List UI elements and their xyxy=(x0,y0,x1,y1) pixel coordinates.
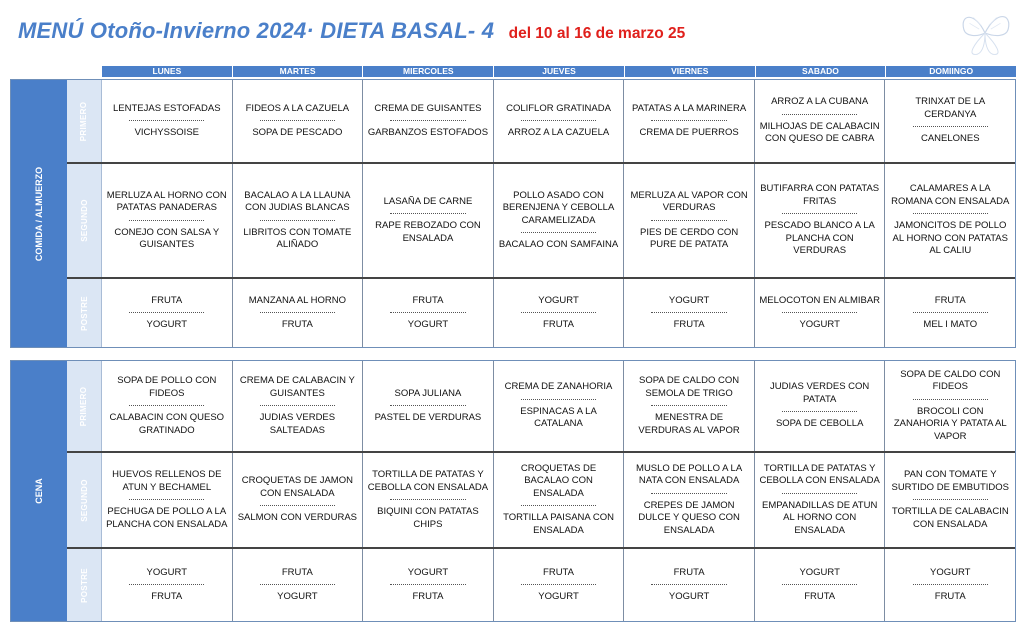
option-divider xyxy=(521,584,596,585)
menu-option-first: FRUTA xyxy=(151,294,183,306)
course-label: SEGUNDO xyxy=(67,164,102,277)
menu-option-second: YOGURT xyxy=(538,591,579,602)
menu-cell xyxy=(233,361,364,451)
option-divider xyxy=(129,405,204,406)
menu-cell xyxy=(624,453,755,547)
menu-option-second: CREPES DE JAMON DULCE Y QUESO CON ENSALADA xyxy=(638,499,740,536)
menu-option-second: MILHOJAS DE CALABACIN CON QUESO DE CABRA xyxy=(759,120,880,145)
day-header-thursday: JUEVES xyxy=(494,66,625,77)
day-cells xyxy=(102,549,1015,621)
option-divider xyxy=(651,584,726,585)
menu-option-first: LENTEJAS ESTOFADAS xyxy=(113,102,221,114)
course-label: POSTRE xyxy=(67,279,102,347)
course-row-primero xyxy=(67,361,1015,453)
course-row-primero xyxy=(67,80,1015,164)
menu-option-second: MENESTRA DE VERDURAS AL VAPOR xyxy=(638,412,740,436)
menu-cell xyxy=(233,453,364,547)
menu-option-second: VICHYSSOISE xyxy=(134,127,199,138)
menu-cell xyxy=(102,361,233,451)
menu-cell xyxy=(102,549,233,621)
page-title: MENÚ Otoño-Invierno 2024· DIETA BASAL- 4 xyxy=(18,18,495,43)
menu-cell xyxy=(755,279,886,347)
menu-cell xyxy=(494,453,625,547)
menu-option-second: YOGURT xyxy=(799,319,840,330)
option-divider xyxy=(651,405,726,406)
menu-cell xyxy=(624,80,755,162)
menu-option-second: EMPANADILLAS DE ATUN AL HORNO CON ENSALADA xyxy=(762,499,878,536)
menu-option-second: RAPE REBOZADO CON ENSALADA xyxy=(375,220,481,244)
menu-cell xyxy=(363,279,494,347)
menu-cell xyxy=(494,279,625,347)
option-divider xyxy=(390,312,465,313)
menu-option-first: TRINXAT DE LA CERDANYA xyxy=(915,96,986,120)
menu-cell xyxy=(885,279,1015,347)
menu-option-first: MERLUZA AL VAPOR CON VERDURAS xyxy=(630,189,748,213)
menu-option-second: CALABACIN CON QUESO GRATINADO xyxy=(109,412,225,436)
option-divider xyxy=(521,312,596,313)
menu-option-first: YOGURT xyxy=(668,294,710,306)
menu-option-first: MUSLO DE POLLO A LA NATA CON ENSALADA xyxy=(636,462,743,487)
day-cells xyxy=(102,361,1015,451)
menu-option-first: MERLUZA AL HORNO CON PATATAS PANADERAS xyxy=(106,189,227,213)
menu-option-first: FRUTA xyxy=(412,294,444,306)
menu-option-second: CONEJO CON SALSA Y GUISANTES xyxy=(114,226,220,250)
menu-option-first: JUDIAS VERDES CON PATATA xyxy=(770,381,870,405)
menu-option-second: YOGURT xyxy=(277,591,318,602)
menu-option-first: COLIFLOR GRATINADA xyxy=(506,102,611,114)
option-divider xyxy=(390,584,465,585)
day-cells xyxy=(102,453,1015,547)
menu-cell xyxy=(885,80,1015,162)
menu-cell xyxy=(102,80,233,162)
menu-option-second: FRUTA xyxy=(412,591,444,602)
option-divider xyxy=(782,114,857,115)
menu-cell xyxy=(624,279,755,347)
menu-cell xyxy=(755,80,886,162)
option-divider xyxy=(129,584,204,585)
menu-option-second: FRUTA xyxy=(804,591,836,602)
menu-option-second: BACALAO CON SAMFAINA xyxy=(498,239,619,250)
menu-cell xyxy=(363,549,494,621)
menu-cell xyxy=(363,453,494,547)
option-divider xyxy=(129,499,204,500)
menu-option-second: YOGURT xyxy=(146,319,188,330)
menu-cell xyxy=(494,549,625,621)
option-divider xyxy=(782,411,857,412)
menu-cell xyxy=(624,164,755,277)
menu-cell xyxy=(233,80,364,162)
option-divider xyxy=(913,213,988,214)
option-divider xyxy=(913,399,988,400)
menu-option-second: SOPA DE CEBOLLA xyxy=(775,418,864,430)
option-divider xyxy=(260,505,335,506)
option-divider xyxy=(913,126,988,127)
menu-option-second: BIQUINI CON PATATAS CHIPS xyxy=(377,506,479,530)
menu-option-second: JAMONCITOS DE POLLO AL HORNO CON PATATAS AL CALIU xyxy=(892,220,1008,257)
menu-option-first: FRUTA xyxy=(543,566,574,578)
menu-option-first: BACALAO A LA LLAUNA CON JUDIAS BLANCAS xyxy=(244,189,351,213)
menu-option-first: CROQUETAS DE JAMON CON ENSALADA xyxy=(241,475,353,499)
menu-option-first: YOGURT xyxy=(407,566,449,578)
menu-option-first: TORTILLA DE PATATAS Y CEBOLLA CON ENSALADA xyxy=(759,462,880,487)
menu-option-second: CANELONES xyxy=(920,133,980,145)
menu-cell xyxy=(233,549,364,621)
menu-option-first: SOPA DE CALDO CON SEMOLA DE TRIGO xyxy=(639,375,740,399)
option-divider xyxy=(129,220,204,221)
course-rows xyxy=(67,80,1015,347)
menu-option-second: YOGURT xyxy=(668,591,710,602)
option-divider xyxy=(260,220,335,221)
menu-option-second: PIES DE CERDO CON PURE DE PATATA xyxy=(640,226,739,250)
menu-cell xyxy=(755,453,886,547)
menu-cell xyxy=(233,164,364,277)
option-divider xyxy=(913,584,988,585)
meal-label: CENA xyxy=(11,361,67,621)
menu-option-second: JUDIAS VERDES SALTEADAS xyxy=(259,412,336,436)
option-divider xyxy=(390,405,465,406)
menu-cell xyxy=(885,549,1015,621)
day-header-monday: LUNES xyxy=(102,66,233,77)
day-cells xyxy=(102,80,1015,162)
option-divider xyxy=(782,584,857,585)
option-divider xyxy=(260,312,335,313)
day-header-wednesday: MIERCOLES xyxy=(363,66,494,77)
menu-cell xyxy=(102,279,233,347)
menu-cell xyxy=(363,164,494,277)
menu-cell xyxy=(494,164,625,277)
menu-option-second: FRUTA xyxy=(543,319,574,330)
course-row-segundo xyxy=(67,453,1015,549)
menu-option-first: YOGURT xyxy=(538,294,579,306)
menu-option-first: ARROZ A LA CUBANA xyxy=(771,96,869,108)
menu-option-first: YOGURT xyxy=(799,566,840,578)
option-divider xyxy=(651,220,726,221)
menu-option-second: PECHUGA DE POLLO A LA PLANCHA CON ENSALADA xyxy=(106,506,228,530)
menu-option-second: SALMON CON VERDURAS xyxy=(237,512,358,524)
option-divider xyxy=(782,213,857,214)
option-divider xyxy=(651,120,726,121)
menu-option-first: MELOCOTON EN ALMIBAR xyxy=(759,294,881,306)
menu-option-first: LASAÑA DE CARNE xyxy=(383,195,473,207)
option-divider xyxy=(521,232,596,233)
menu-option-first: CALAMARES A LA ROMANA CON ENSALADA xyxy=(891,183,1010,207)
option-divider xyxy=(390,213,465,214)
menu-option-first: POLLO ASADO CON BERENJENA Y CEBOLLA CARAMELIZADA xyxy=(502,189,615,226)
menu-option-first: CREMA DE ZANAHORIA xyxy=(504,381,613,393)
menu-cell xyxy=(494,80,625,162)
menu-cell xyxy=(363,80,494,162)
menu-option-first: FRUTA xyxy=(673,566,705,578)
day-header-saturday: SABADO xyxy=(756,66,887,77)
page-header xyxy=(18,18,685,50)
option-divider xyxy=(129,312,204,313)
option-divider xyxy=(651,312,726,313)
option-divider xyxy=(390,120,465,121)
menu-option-first: FRUTA xyxy=(934,294,966,306)
day-cells xyxy=(102,164,1015,277)
day-header-row xyxy=(102,66,1016,77)
dinner-section xyxy=(10,360,1016,622)
menu-cell xyxy=(233,279,364,347)
menu-option-first: BUTIFARRA CON PATATAS FRITAS xyxy=(760,183,880,207)
menu-option-first: FIDEOS A LA CAZUELA xyxy=(245,102,350,114)
menu-option-first: HUEVOS RELLENOS DE ATUN Y BECHAMEL xyxy=(112,469,222,493)
course-row-segundo xyxy=(67,164,1015,279)
menu-option-first: CREMA DE CALABACIN Y GUISANTES xyxy=(239,375,355,399)
option-divider xyxy=(913,312,988,313)
menu-option-second: SOPA DE PESCADO xyxy=(252,127,343,138)
menu-cell xyxy=(755,361,886,451)
menu-option-second: FRUTA xyxy=(281,319,313,330)
menu-option-first: YOGURT xyxy=(146,566,188,578)
menu-option-second: PESCADO BLANCO A LA PLANCHA CON VERDURAS xyxy=(764,220,875,257)
option-divider xyxy=(521,399,596,400)
menu-cell xyxy=(102,164,233,277)
course-row-postre xyxy=(67,279,1015,347)
menu-option-second: PASTEL DE VERDURAS xyxy=(374,412,482,423)
menu-cell xyxy=(102,453,233,547)
option-divider xyxy=(260,120,335,121)
menu-option-second: FRUTA xyxy=(934,591,966,602)
course-label: PRIMERO xyxy=(67,80,102,162)
menu-cell xyxy=(885,453,1015,547)
menu-cell xyxy=(494,361,625,451)
menu-option-first: PATATAS A LA MARINERA xyxy=(631,102,747,114)
option-divider xyxy=(390,499,465,500)
lunch-section xyxy=(10,79,1016,348)
menu-option-first: FRUTA xyxy=(281,566,313,578)
menu-option-first: PAN CON TOMATE Y SURTIDO DE EMBUTIDOS xyxy=(891,469,1010,493)
menu-option-second: GARBANZOS ESTOFADOS xyxy=(367,127,489,138)
option-divider xyxy=(521,120,596,121)
course-label: POSTRE xyxy=(67,549,102,621)
course-rows xyxy=(67,361,1015,621)
butterfly-logo-icon xyxy=(956,4,1014,62)
menu-option-first: MANZANA AL HORNO xyxy=(248,294,347,306)
menu-option-second: FRUTA xyxy=(673,319,705,330)
menu-cell xyxy=(755,164,886,277)
menu-cell xyxy=(885,361,1015,451)
option-divider xyxy=(782,312,857,313)
course-label: PRIMERO xyxy=(67,361,102,451)
day-header-sunday: DOMIINGO xyxy=(886,66,1016,77)
option-divider xyxy=(260,405,335,406)
option-divider xyxy=(782,493,857,494)
menu-option-first: SOPA JULIANA xyxy=(394,387,462,399)
menu-cell xyxy=(755,549,886,621)
day-header-tuesday: MARTES xyxy=(233,66,364,77)
option-divider xyxy=(651,493,726,494)
menu-option-first: YOGURT xyxy=(930,566,971,578)
menu-option-second: LIBRITOS CON TOMATE ALIÑADO xyxy=(243,226,352,250)
menu-cell xyxy=(363,361,494,451)
option-divider xyxy=(913,499,988,500)
day-header-friday: VIERNES xyxy=(625,66,756,77)
menu-option-second: TORTILLA PAISANA CON ENSALADA xyxy=(503,512,614,536)
menu-option-second: BROCOLI CON ZANAHORIA Y PATATA AL VAPOR xyxy=(893,405,1007,442)
menu-cell xyxy=(624,361,755,451)
day-cells xyxy=(102,279,1015,347)
menu-option-second: ARROZ A LA CAZUELA xyxy=(507,127,610,138)
option-divider xyxy=(521,505,596,506)
option-divider xyxy=(260,584,335,585)
course-label: SEGUNDO xyxy=(67,453,102,547)
menu-option-second: ESPINACAS A LA CATALANA xyxy=(520,405,597,430)
menu-option-second: TORTILLA DE CALABACIN CON ENSALADA xyxy=(891,506,1009,530)
menu-option-first: TORTILLA DE PATATAS Y CEBOLLA CON ENSALADA xyxy=(367,469,489,493)
menu-option-second: YOGURT xyxy=(407,319,449,330)
menu-option-second: CREMA DE PUERROS xyxy=(639,127,739,138)
menu-option-second: FRUTA xyxy=(151,591,183,602)
menu-option-first: SOPA DE POLLO CON FIDEOS xyxy=(117,375,217,399)
date-range: del 10 al 16 de marzo 25 xyxy=(508,25,686,42)
meal-label: COMIDA / ALMUERZO xyxy=(11,80,67,347)
course-row-postre xyxy=(67,549,1015,621)
option-divider xyxy=(129,120,204,121)
menu-cell xyxy=(885,164,1015,277)
menu-option-second: MEL I MATO xyxy=(923,319,978,330)
menu-option-first: CROQUETAS DE BACALAO CON ENSALADA xyxy=(520,462,597,499)
menu-option-first: CREMA DE GUISANTES xyxy=(374,102,482,114)
menu-option-first: SOPA DE CALDO CON FIDEOS xyxy=(900,368,1001,393)
menu-cell xyxy=(624,549,755,621)
